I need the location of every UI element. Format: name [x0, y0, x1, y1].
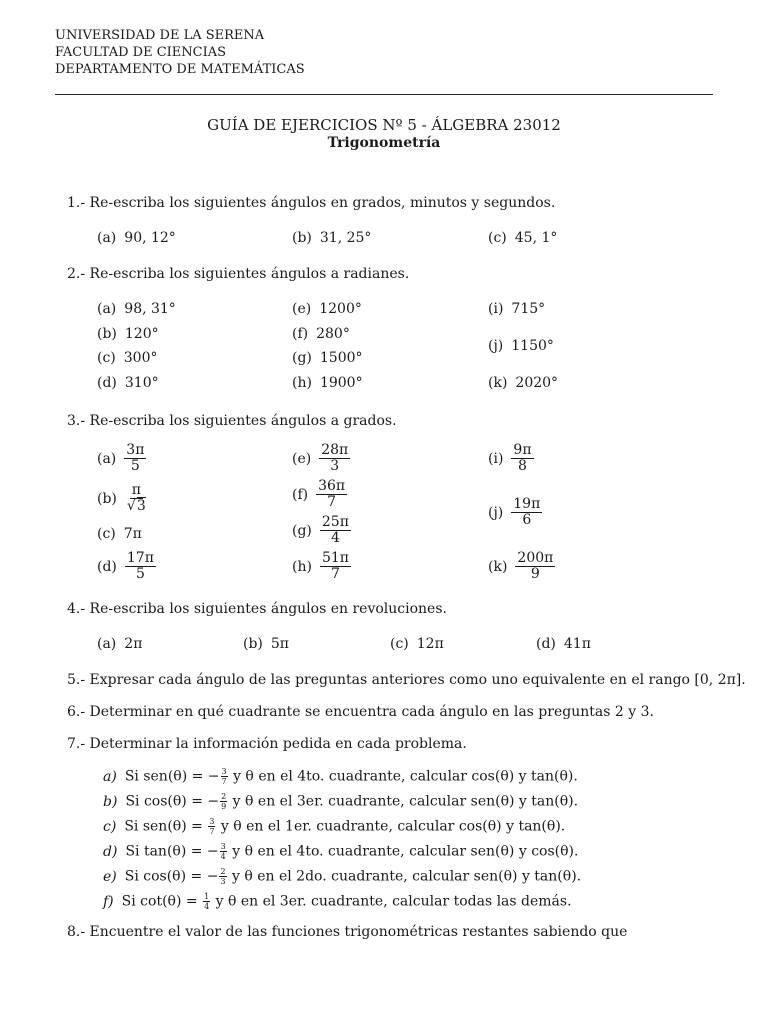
denominator: 3 — [330, 458, 340, 474]
q2-item-h — [292, 375, 363, 391]
item-label: (d) — [97, 558, 117, 575]
item-label: (e) — [292, 450, 312, 467]
item-label: (b) — [292, 230, 312, 246]
item-label: (f) — [292, 486, 309, 503]
denominator: 7 — [221, 777, 227, 786]
denominator: 9 — [221, 802, 227, 811]
question-5: 5.- Expresar cada ángulo de las preguntas anteriores como uno equivalente en el rango [0, 2π]. — [67, 672, 746, 688]
question-1: 1.- Re-escriba los siguientes ángulos en grados, minutos y segundos. — [67, 195, 556, 211]
item-label: e) — [103, 868, 117, 885]
item-value: 7π — [123, 526, 142, 542]
item-pre: Si cos(θ) = − — [125, 793, 220, 810]
question-3: 3.- Re-escriba los siguientes ángulos a grados. — [67, 413, 397, 429]
item-value: 45, 1° — [514, 230, 558, 246]
denominator: 6 — [522, 512, 532, 528]
numerator: 9π — [513, 442, 532, 458]
q3-item-h — [292, 551, 351, 582]
university-name: UNIVERSIDAD DE LA SERENA — [55, 28, 265, 43]
q7-item-c — [103, 817, 565, 836]
item-label: (b) — [97, 490, 117, 507]
faculty-name: FACULTAD DE CIENCIAS — [55, 45, 227, 60]
item-label: (e) — [292, 301, 312, 317]
q2-item-f — [292, 326, 350, 342]
item-post: y θ en el 2do. cuadrante, calcular sen(θ) y tan(θ). — [227, 868, 582, 885]
item-pre: Si cot(θ) = — [121, 893, 203, 910]
small-fraction — [221, 767, 228, 786]
denominator: 4 — [220, 852, 226, 861]
q4-item-a — [97, 636, 142, 652]
denominator: 7 — [327, 494, 337, 510]
numerator: 25π — [321, 514, 349, 530]
numerator: 36π — [318, 478, 346, 494]
denominator: 8 — [518, 458, 527, 474]
item-value: 1900° — [319, 375, 363, 391]
item-value: 5π — [270, 636, 289, 652]
item-label: (c) — [390, 636, 409, 652]
item-label: f) — [103, 893, 114, 910]
item-value: 41π — [563, 636, 591, 652]
small-fraction — [208, 817, 215, 836]
fraction — [320, 551, 351, 582]
fraction — [125, 551, 156, 582]
radicand: 3 — [136, 498, 146, 514]
item-label: (c) — [97, 350, 116, 366]
header-divider — [55, 94, 713, 95]
item-post: y θ en el 4to. cuadrante, calcular cos(θ) y tan(θ). — [228, 768, 578, 785]
denominator: 7 — [331, 566, 340, 582]
item-pre: Si sen(θ) = − — [124, 768, 220, 785]
question-4: 4.- Re-escriba los siguientes ángulos en revoluciones. — [67, 601, 447, 617]
question-2: 2.- Re-escriba los siguientes ángulos a radianes. — [67, 266, 410, 282]
item-label: b) — [103, 793, 118, 810]
denominator: 5 — [130, 458, 140, 474]
item-value: 12π — [416, 636, 444, 652]
item-label: c) — [103, 818, 117, 835]
item-label: (d) — [97, 375, 117, 391]
small-fraction — [220, 842, 227, 861]
item-post: y θ en el 1er. cuadrante, calcular cos(θ) y tan(θ). — [216, 818, 566, 835]
q3-item-j — [488, 497, 542, 528]
q7-item-b — [103, 792, 578, 811]
item-post: y θ en el 4to. cuadrante, calcular sen(θ) y cos(θ). — [227, 843, 579, 860]
item-pre: Si tan(θ) = − — [125, 843, 219, 860]
item-pre: Si sen(θ) = — [124, 818, 208, 835]
item-post: y θ en el 3er. cuadrante, calcular todas las demás. — [211, 893, 572, 910]
q7-item-d — [103, 842, 578, 861]
item-label: (j) — [488, 504, 504, 521]
item-label: d) — [103, 843, 118, 860]
q2-item-b — [97, 326, 159, 342]
item-value: 2π — [124, 636, 143, 652]
denominator: √3 — [126, 498, 146, 514]
q3-item-g — [292, 515, 351, 546]
item-value: 120° — [124, 326, 159, 342]
item-post: y θ en el 3er. cuadrante, calcular sen(θ) y tan(θ). — [228, 793, 579, 810]
item-value: 98, 31° — [124, 301, 176, 317]
question-6: 6.- Determinar en qué cuadrante se encuentra cada ángulo en las preguntas 2 y 3. — [67, 704, 654, 720]
item-label: (g) — [292, 522, 312, 539]
fraction — [511, 497, 542, 528]
document-subtitle: Trigonometría — [327, 135, 441, 151]
q2-item-i — [488, 301, 545, 317]
denominator: 3 — [220, 877, 226, 886]
q3-item-i — [488, 443, 534, 474]
question-7: 7.- Determinar la información pedida en cada problema. — [67, 736, 467, 752]
numerator: 200π — [517, 550, 554, 566]
numerator: 2 — [221, 792, 227, 801]
item-value: 715° — [511, 301, 546, 317]
q2-item-a — [97, 301, 176, 317]
q3-item-e — [292, 443, 350, 474]
numerator: 3 — [220, 842, 226, 851]
fraction — [316, 479, 347, 510]
item-value: 90, 12° — [124, 230, 176, 246]
q3-item-d — [97, 551, 156, 582]
small-fraction — [219, 867, 226, 886]
item-label: (a) — [97, 301, 117, 317]
q2-item-k — [488, 375, 558, 391]
q2-item-e — [292, 301, 362, 317]
item-value: 1500° — [319, 350, 363, 366]
q2-item-g — [292, 350, 363, 366]
item-label: (k) — [488, 375, 508, 391]
fraction — [320, 515, 351, 546]
numerator: 28π — [321, 442, 349, 458]
denominator: 7 — [209, 827, 215, 836]
fraction — [515, 551, 555, 582]
numerator: 3 — [209, 817, 215, 826]
department-name: DEPARTAMENTO DE MATEMÁTICAS — [55, 62, 305, 77]
q7-item-f — [103, 892, 572, 911]
numerator: 3 — [221, 767, 227, 776]
q3-item-b — [97, 483, 148, 514]
q3-item-k — [488, 551, 555, 582]
q2-item-d — [97, 375, 159, 391]
item-label: (b) — [97, 326, 117, 342]
fraction — [125, 483, 148, 514]
item-value: 1150° — [511, 338, 554, 354]
item-label: (h) — [292, 558, 312, 575]
item-label: (d) — [536, 636, 556, 652]
q4-item-b — [243, 636, 289, 652]
item-label: (c) — [97, 526, 116, 542]
question-8: 8.- Encuentre el valor de las funciones trigonométricas restantes sabiendo que — [67, 924, 628, 940]
item-label: (i) — [488, 450, 504, 467]
numerator: 1 — [204, 892, 210, 901]
item-label: (a) — [97, 230, 117, 246]
q1-item-a — [97, 230, 176, 246]
small-fraction — [203, 892, 210, 911]
item-label: (k) — [488, 558, 508, 575]
document-title: GUÍA DE EJERCICIOS Nº 5 - ÁLGEBRA 23012 — [207, 116, 561, 134]
q2-item-j — [488, 338, 554, 354]
item-label: (j) — [488, 338, 504, 354]
numerator: π — [131, 482, 141, 498]
fraction — [319, 443, 350, 474]
q2-item-c — [97, 350, 158, 366]
fraction — [511, 443, 533, 474]
q4-item-d — [536, 636, 591, 652]
q3-item-a — [97, 443, 146, 474]
q1-item-c — [488, 230, 557, 246]
item-value: 300° — [123, 350, 158, 366]
q4-item-c — [390, 636, 444, 652]
item-label: (b) — [243, 636, 263, 652]
item-label: a) — [103, 768, 117, 785]
small-fraction — [220, 792, 227, 811]
item-value: 310° — [124, 375, 159, 391]
fraction — [124, 443, 146, 474]
numerator: 3π — [126, 442, 145, 458]
item-label: (g) — [292, 350, 312, 366]
denominator: 5 — [135, 566, 145, 582]
q3-item-c — [97, 526, 142, 542]
numerator: 51π — [321, 550, 349, 566]
q7-item-e — [103, 867, 581, 886]
denominator: 4 — [204, 902, 210, 911]
item-pre: Si cos(θ) = − — [124, 868, 219, 885]
numerator: 19π — [513, 496, 541, 512]
item-label: (h) — [292, 375, 312, 391]
item-label: (c) — [488, 230, 507, 246]
q7-item-a — [103, 767, 578, 786]
numerator: 17π — [126, 550, 154, 566]
numerator: 2 — [220, 867, 226, 876]
q1-item-b — [292, 230, 371, 246]
q3-item-f — [292, 479, 347, 510]
item-value: 2020° — [515, 375, 559, 391]
denominator: 4 — [330, 530, 340, 546]
item-label: (f) — [292, 326, 309, 342]
item-value: 1200° — [319, 301, 362, 317]
item-label: (i) — [488, 301, 504, 317]
item-value: 31, 25° — [319, 230, 372, 246]
denominator: 9 — [530, 566, 540, 582]
item-label: (a) — [97, 450, 117, 467]
item-value: 280° — [316, 326, 350, 342]
item-label: (a) — [97, 636, 117, 652]
